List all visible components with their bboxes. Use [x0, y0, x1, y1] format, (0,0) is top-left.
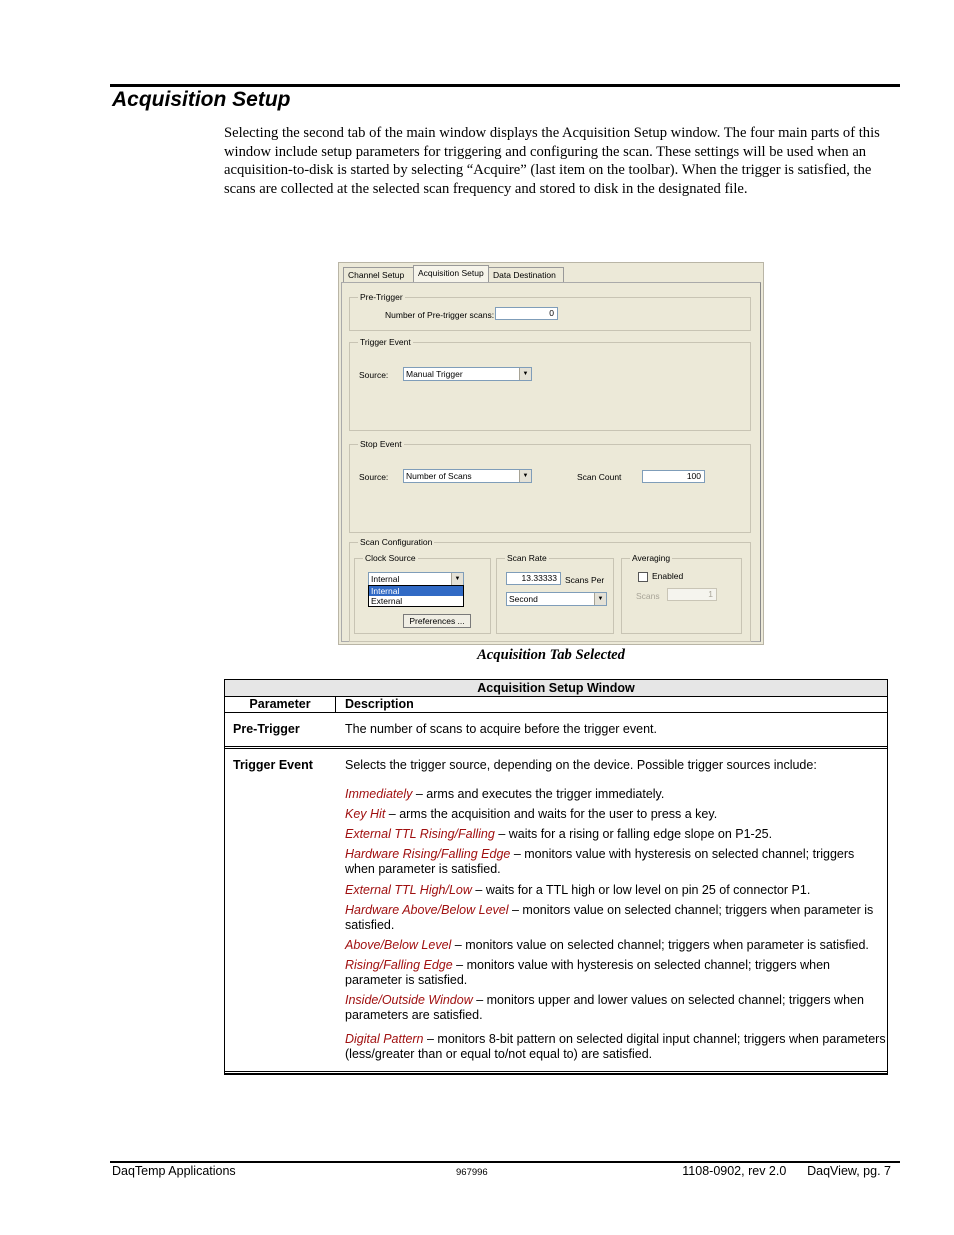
preferences-button[interactable]: Preferences ...: [403, 614, 471, 628]
trigger-source-text: – arms and executes the trigger immediately.: [412, 787, 665, 801]
stop-source-select[interactable]: [403, 469, 532, 483]
trigger-description: Selects the trigger source, depending on the device. Possible trigger sources include:: [345, 758, 817, 772]
param-name: Trigger Event: [233, 758, 313, 772]
chevron-down-icon[interactable]: ▼: [451, 573, 463, 585]
trigger-source-text: – monitors value on selected channel; triggers when parameter is satisfied.: [345, 903, 874, 932]
stop-event-group-label: Stop Event: [360, 439, 402, 449]
chevron-down-icon[interactable]: ▼: [519, 470, 531, 482]
trigger-source-term: Key Hit: [345, 807, 386, 821]
trigger-source-item: [345, 883, 887, 898]
stop-source-value: Number of Scans: [406, 471, 472, 481]
trigger-source-item: [345, 903, 887, 933]
trigger-source-term: Above/Below Level: [345, 938, 452, 952]
trigger-source-text: – waits for a rising or falling edge slope on P1-25.: [494, 827, 773, 841]
clock-option-internal[interactable]: Internal: [369, 586, 463, 596]
trigger-source-term: Digital Pattern: [345, 1032, 424, 1046]
heading-rule: [110, 84, 900, 87]
footer-center: 967996: [456, 1167, 488, 1178]
tab-channel-setup[interactable]: Channel Setup: [343, 267, 415, 283]
section-heading: Acquisition Setup: [112, 88, 291, 111]
clock-source-select[interactable]: [368, 572, 464, 586]
trigger-source-text: – monitors value with hysteresis on selected channel; triggers when parameter is satisfied.: [345, 958, 830, 987]
acquisition-setup-dialog: [338, 262, 764, 645]
trigger-source-text: – waits for a TTL high or low level on pin 25 of connector P1.: [471, 883, 811, 897]
chevron-down-icon[interactable]: ▼: [519, 368, 531, 380]
trigger-source-text: – monitors 8-bit pattern on selected digital input channel; triggers when parameters (less/greater than or equal to/not equal to) are satisfied.: [345, 1032, 886, 1061]
averaging-group: [621, 553, 742, 634]
trigger-source-term: Rising/Falling Edge: [345, 958, 453, 972]
tab-data-destination[interactable]: Data Destination: [488, 267, 564, 283]
clock-option-external[interactable]: External: [371, 596, 403, 606]
stop-source-label: Source:: [359, 472, 389, 482]
trigger-source-item: [345, 827, 887, 842]
trigger-source-term: Hardware Rising/Falling Edge: [345, 847, 511, 861]
trigger-source-text: – monitors value with hysteresis on selected channel; triggers when parameter is satisfied.: [345, 847, 855, 876]
averaging-group-label: Averaging: [632, 553, 671, 563]
figure-caption: Acquisition Tab Selected: [477, 647, 625, 663]
param-description: The number of scans to acquire before the trigger event.: [345, 722, 657, 736]
pretrigger-group-label: Pre-Trigger: [360, 292, 403, 302]
stop-event-group: [349, 439, 751, 533]
scan-rate-group-label: Scan Rate: [507, 553, 547, 563]
table-header-row: [225, 697, 887, 713]
trigger-source-text: – monitors value on selected channel; triggers when parameter is satisfied.: [451, 938, 869, 952]
trigger-source-item: [345, 938, 887, 953]
trigger-source-term: External TTL Rising/Falling: [345, 827, 495, 841]
pretrigger-scans-input[interactable]: 0: [495, 307, 558, 320]
scan-count-input[interactable]: 100: [642, 470, 705, 483]
trigger-source-label: Source:: [359, 370, 389, 380]
clock-source-value: Internal: [371, 574, 400, 584]
intro-paragraph: Selecting the second tab of the main window displays the Acquisition Setup window. The four main parts of this window include setup parameters for triggering and configuring the scan. These settings will be used when an acquisition-to-disk is started by selecting “Acquire” (last item on the toolbar). When the trigger is satisfied, the scans are collected at the selected scan frequency and stored to disk in the designated file.: [224, 125, 880, 197]
trigger-source-item: [345, 787, 887, 802]
trigger-event-group-label: Trigger Event: [360, 337, 411, 347]
footer-rule: [110, 1161, 900, 1163]
trigger-source-item: [345, 1032, 887, 1062]
footer-right: 1108-0902, rev 2.0 DaqView, pg. 7: [682, 1164, 891, 1178]
scan-configuration-group-label: Scan Configuration: [360, 537, 433, 547]
trigger-source-term: Inside/Outside Window: [345, 993, 473, 1007]
scan-count-label: Scan Count: [577, 472, 622, 482]
tab-acquisition-setup[interactable]: Acquisition Setup: [413, 265, 489, 283]
footer-left: DaqTemp Applications: [112, 1164, 236, 1178]
table-row: [225, 749, 887, 1074]
trigger-source-term: Immediately: [345, 787, 413, 801]
trigger-source-text: – arms the acquisition and waits for the user to press a key.: [385, 807, 718, 821]
averaging-scans-input[interactable]: 1: [667, 588, 717, 601]
pretrigger-group: [349, 292, 751, 331]
tab-panel: [341, 282, 761, 642]
column-header-parameter: Parameter: [225, 697, 336, 712]
column-header-description: Description: [345, 697, 414, 711]
acquisition-setup-table: [224, 679, 888, 1075]
clock-source-dropdown-list: [368, 585, 464, 607]
trigger-source-item: [345, 958, 887, 988]
averaging-enabled-label: Enabled: [652, 571, 684, 581]
trigger-source-item: [345, 807, 887, 822]
param-description: [336, 749, 887, 1071]
trigger-source-item: [345, 847, 887, 877]
trigger-source-term: Hardware Above/Below Level: [345, 903, 509, 917]
trigger-source-list: [345, 787, 887, 1062]
scan-rate-unit-value: Second: [509, 594, 538, 604]
pretrigger-label: Number of Pre-trigger scans:: [385, 310, 495, 320]
param-name: Pre-Trigger: [233, 722, 300, 736]
clock-source-group: [354, 553, 491, 634]
averaging-enabled-checkbox[interactable]: [638, 572, 648, 582]
clock-source-group-label: Clock Source: [365, 553, 416, 563]
trigger-source-value: Manual Trigger: [406, 369, 463, 379]
trigger-source-item: [345, 993, 887, 1023]
table-title: Acquisition Setup Window: [225, 680, 887, 697]
scan-rate-input[interactable]: 13.33333: [506, 572, 561, 585]
trigger-source-text: – monitors upper and lower values on selected channel; triggers when parameters are satisfied.: [345, 993, 864, 1022]
trigger-source-term: External TTL High/Low: [345, 883, 472, 897]
scan-rate-unit-select[interactable]: [506, 592, 607, 606]
trigger-source-select[interactable]: [403, 367, 532, 381]
table-row: [225, 713, 887, 749]
trigger-event-group: [349, 337, 751, 431]
scan-rate-group: [496, 553, 614, 634]
averaging-scans-label: Scans: [636, 591, 660, 601]
chevron-down-icon[interactable]: ▼: [594, 593, 606, 605]
scan-configuration-group: [349, 537, 751, 642]
scans-per-label: Scans Per: [565, 575, 605, 585]
